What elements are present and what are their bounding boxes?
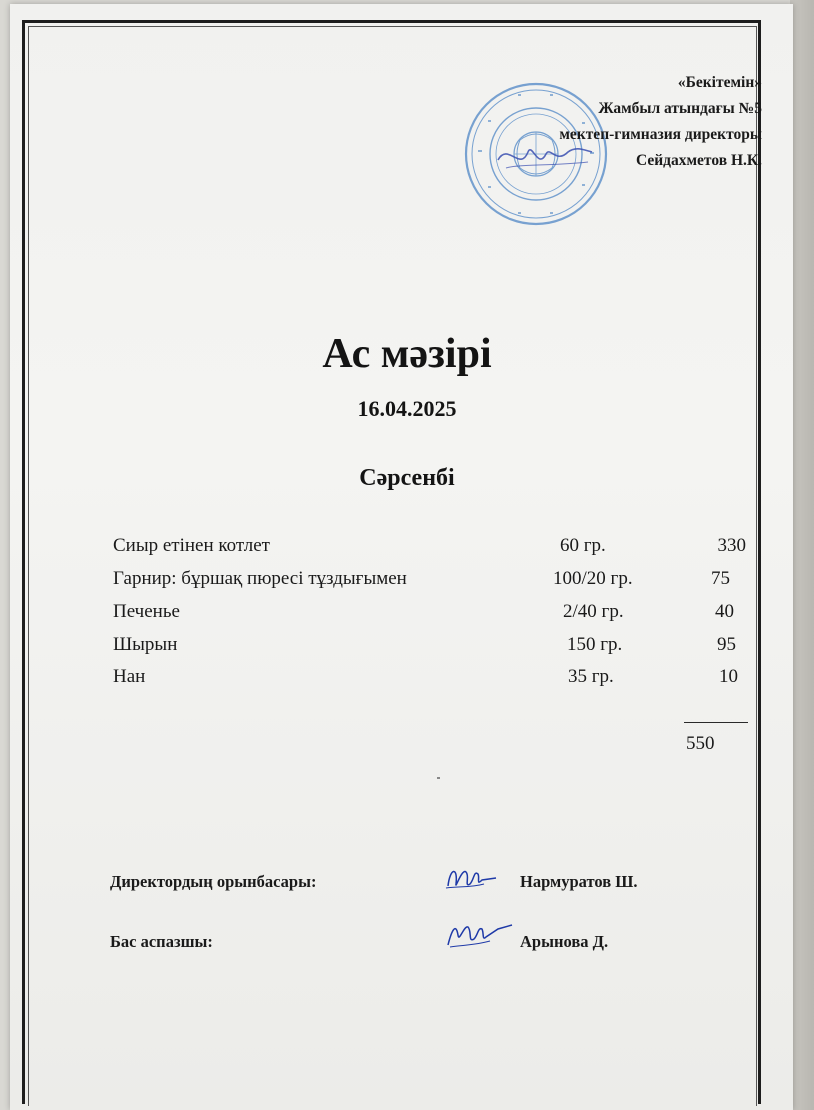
page-title: Ас мәзірі xyxy=(322,331,492,377)
dish-name: Печенье xyxy=(113,601,180,622)
weekday: Сәрсенбі xyxy=(359,465,455,491)
dish-kcal: 95 xyxy=(717,634,736,655)
director-position: мектеп-гимназия директоры xyxy=(559,126,762,143)
dish-kcal: 330 xyxy=(717,535,746,556)
approval-heading: «Бекітемін» xyxy=(677,74,762,91)
dish-kcal: 10 xyxy=(719,666,738,687)
dish-name: Нан xyxy=(113,666,146,687)
chef-role: Бас аспазшы: xyxy=(110,932,213,951)
dish-weight: 35 гр. xyxy=(568,666,614,687)
menu-row xyxy=(0,634,814,662)
total-kcal: 550 xyxy=(686,733,715,754)
school-name: Жамбыл атындағы №5 xyxy=(598,100,762,117)
deputy-name: Нармуратов Ш. xyxy=(520,872,638,891)
menu-row xyxy=(0,601,814,629)
dish-name: Шырын xyxy=(113,634,178,655)
dish-weight: 60 гр. xyxy=(560,535,606,556)
total-divider xyxy=(684,722,748,723)
dish-kcal: 40 xyxy=(715,601,734,622)
dish-weight: 100/20 гр. xyxy=(553,568,633,589)
dish-name: Сиыр етінен котлет xyxy=(113,535,270,556)
dish-kcal: 75 xyxy=(711,568,730,589)
menu-row xyxy=(0,666,814,694)
deputy-signature xyxy=(440,858,500,898)
paper-speck xyxy=(437,777,440,779)
chef-signature xyxy=(440,915,520,955)
deputy-role: Директордың орынбасары: xyxy=(110,872,317,891)
chef-name: Арынова Д. xyxy=(520,932,609,951)
menu-row xyxy=(0,535,814,563)
dish-name: Гарнир: бұршақ пюресі тұздығымен xyxy=(113,568,407,589)
approval-block xyxy=(559,70,762,174)
dish-weight: 150 гр. xyxy=(567,634,623,655)
director-name: Сейдахметов Н.К. xyxy=(635,152,762,169)
menu-date: 16.04.2025 xyxy=(357,396,457,421)
dish-weight: 2/40 гр. xyxy=(563,601,624,622)
menu-row xyxy=(0,568,814,596)
